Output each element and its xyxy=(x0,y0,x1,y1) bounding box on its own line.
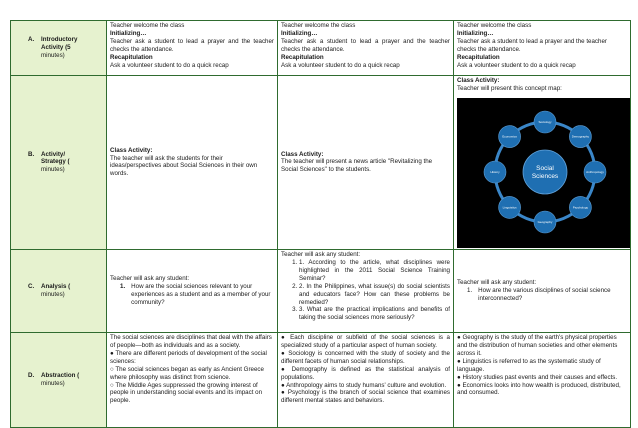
abstraction-bullet: ● Linguistics is referred to as the systematic study of language. xyxy=(457,357,601,373)
recap-text: Ask a volunteer student to do a quick recap xyxy=(457,61,576,69)
abstraction-bullet: ● Each discipline or subfield of the social sciences is a specialized study of a particular aspect of human society. xyxy=(281,333,450,349)
initializing-heading: Initializing… xyxy=(457,29,494,37)
cell-analysis-day2 xyxy=(278,249,454,332)
concept-node-label: History xyxy=(490,169,500,174)
row-letter: B. xyxy=(28,150,35,158)
abstraction-subbullet: ○ The Middle Ages suppressed the growing interest of people in understanding social events and its impact on people. xyxy=(110,381,263,405)
class-activity-heading: Class Activity: xyxy=(457,77,500,84)
abstraction-bullet: ● Anthropology aims to study humans' culture and evolution. xyxy=(281,381,447,389)
recap-heading: Recapitulation xyxy=(281,53,324,61)
abstraction-subbullet: ○ The social sciences began as early as Ancient Greece where philosophy was distinct from science. xyxy=(110,365,264,381)
abstraction-bullet: ● Economics looks into how wealth is produced, distributed, and consumed. xyxy=(457,381,621,397)
initializing-heading: Initializing… xyxy=(281,29,318,37)
cell-abstraction-day1 xyxy=(107,332,278,427)
cell-intro-day2 xyxy=(278,21,454,76)
concept-node-label: Economics xyxy=(502,134,517,139)
concept-map-center xyxy=(523,150,567,194)
initializing-heading: Initializing… xyxy=(110,29,147,37)
label-line: minutes) xyxy=(41,166,65,174)
cell-intro-day1 xyxy=(107,21,278,76)
analysis-intro: Teacher will ask any student: xyxy=(457,278,537,286)
row-label-abstraction xyxy=(11,332,107,427)
analysis-intro: Teacher will ask any student: xyxy=(281,250,361,258)
prayer-text: Teacher ask a student to lead a prayer and the teacher checks the attendance. xyxy=(281,37,450,53)
lesson-plan-table xyxy=(10,20,631,428)
prayer-text: Teacher ask a student to lead a prayer and the teacher checks the attendance. xyxy=(457,37,607,53)
concept-node-label: Sociology xyxy=(538,119,552,124)
abstraction-bullet: ● Geography is the study of the earth's physical properties and the distribution of human societies and other elements across it. xyxy=(457,333,618,357)
recap-heading: Recapitulation xyxy=(457,53,500,61)
abstraction-paragraph: The social sciences are disciplines that deal with the affairs of people—both as individuals and as a society. xyxy=(110,333,272,349)
recap-heading: Recapitulation xyxy=(110,53,153,61)
question-number: 1. xyxy=(120,282,126,290)
cell-activity-day1 xyxy=(107,76,278,250)
cell-activity-day3 xyxy=(454,76,631,250)
question-item: 1. 1. According to the article, what disciplines were highlighted in the 2011 Social Science Training Seminar? xyxy=(299,259,450,283)
class-activity-heading: Class Activity: xyxy=(281,150,324,158)
row-introductory-activity xyxy=(11,21,631,76)
question-text: How are the various disciplines of social science interconnected? xyxy=(478,286,611,302)
row-abstraction xyxy=(11,332,631,427)
analysis-intro: Teacher will ask any student: xyxy=(110,275,190,282)
label-line: Activity/ xyxy=(41,150,66,158)
abstraction-bullet: ● Psychology is the branch of social science that examines different mental states and behaviors. xyxy=(281,389,450,405)
question-number: 1. xyxy=(467,286,473,294)
row-label-analysis xyxy=(11,249,107,332)
cell-analysis-day3 xyxy=(454,249,631,332)
question-item: 2. 2. In the Philippines, what issue(s) do social scientists and educators face? How can these problems be remedied? xyxy=(299,283,450,307)
row-letter: C. xyxy=(28,282,35,290)
abstraction-bullet: ● Sociology is concerned with the study of society and the different facets of human social relationships. xyxy=(281,349,450,365)
question-text: How are the social sciences relevant to your experiences as a student and as a member of your community? xyxy=(131,282,271,306)
activity-text: The teacher will ask the students for their ideas/perspectives about Social Sciences in their own words. xyxy=(110,154,258,178)
welcome-text: Teacher welcome the class xyxy=(457,22,532,29)
question-item: 3. 3. What are the practical implications and benefits of taking the social sciences more seriously? xyxy=(299,306,450,322)
label-line: minutes) xyxy=(41,51,65,59)
label-line: minutes) xyxy=(41,290,65,298)
cell-abstraction-day2 xyxy=(278,332,454,427)
class-activity-heading: Class Activity: xyxy=(110,146,153,154)
label-line: Strategy ( xyxy=(41,158,70,166)
cell-abstraction-day3 xyxy=(454,332,631,427)
center-label-line: Social xyxy=(536,164,554,172)
concept-node-label: Linguistics xyxy=(502,205,517,210)
recap-text: Ask a volunteer student to do a quick recap xyxy=(281,61,400,69)
row-analysis xyxy=(11,249,631,332)
cell-analysis-day1 xyxy=(107,249,278,332)
row-letter: A. xyxy=(28,36,35,44)
abstraction-bullet: ● Demography is defined as the statistical analysis of populations. xyxy=(281,365,450,381)
concept-node-label: Geography xyxy=(537,219,553,224)
label-line: Analysis ( xyxy=(41,282,71,290)
label-line: Activity (5 xyxy=(41,44,71,52)
activity-text: The teacher will present a news article "Revitalizing the Social Sciences" to the students. xyxy=(281,158,433,174)
concept-node-label: Psychology xyxy=(572,205,589,210)
welcome-text: Teacher welcome the class xyxy=(110,22,185,29)
concept-map xyxy=(457,98,631,248)
label-line: Abstraction ( xyxy=(41,371,80,379)
cell-activity-day2 xyxy=(278,76,454,250)
label-line: minutes) xyxy=(41,379,65,387)
abstraction-bullet: ● History studies past events and their causes and effects. xyxy=(457,373,618,381)
row-activity-strategy xyxy=(11,76,631,250)
prayer-text: Teacher ask a student to lead a prayer and the teacher checks the attendance. xyxy=(110,37,274,53)
row-letter: D. xyxy=(28,371,35,379)
label-line: Introductory xyxy=(41,36,78,44)
row-label-introductory xyxy=(11,21,107,76)
center-label-line: Sciences xyxy=(531,172,559,180)
welcome-text: Teacher welcome the class xyxy=(281,22,356,29)
concept-node-label: Anthropology xyxy=(586,169,604,174)
cell-intro-day3 xyxy=(454,21,631,76)
activity-text: Teacher will present this concept map: xyxy=(457,84,562,92)
recap-text: Ask a volunteer student to do a quick recap xyxy=(110,61,229,69)
abstraction-bullet: ● There are different periods of development of the social sciences: xyxy=(110,349,267,365)
concept-node-label: Demography xyxy=(571,134,589,139)
row-label-activity xyxy=(11,76,107,250)
